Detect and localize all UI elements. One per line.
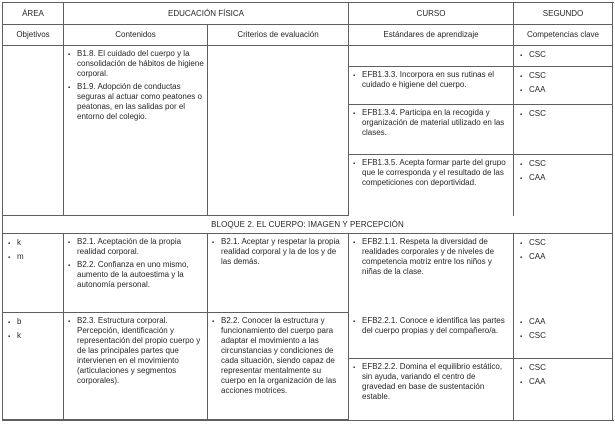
header-estandares: Estándares de aprendizaje xyxy=(349,25,514,46)
contenido-text: B2.1. Aceptación de la propia realidad corporal. xyxy=(77,237,182,256)
list-item xyxy=(520,238,610,249)
table-header-row-2 xyxy=(3,25,614,46)
estandares-stack xyxy=(349,313,613,420)
square-bullet-icon xyxy=(520,377,529,388)
estandar-text: EFB2.1.1. Respeta la diversidad de realidades corporales y de niveles de competencia motriz entre los niños y niñas de la clase. xyxy=(362,237,495,276)
estandar-subrow xyxy=(349,46,613,67)
square-bullet-icon xyxy=(520,363,529,374)
competencia-text: CSC xyxy=(529,159,546,168)
list-item xyxy=(68,49,204,79)
objetivos-cell xyxy=(3,234,64,313)
competencia-text: CSC xyxy=(529,238,546,247)
competencia-text: CSC xyxy=(529,71,546,80)
objetivo-text: m xyxy=(17,252,24,261)
square-bullet-icon xyxy=(520,252,529,263)
square-bullet-icon xyxy=(520,50,529,61)
list-item xyxy=(520,159,610,170)
objetivos-cell xyxy=(3,313,64,420)
competencia-text: CAA xyxy=(529,85,546,94)
estandar-subrow xyxy=(349,105,613,155)
competencias-cell xyxy=(514,67,613,105)
criterio-text: B2.1. Aceptar y respetar la propia realidad corporal y la de los y de las demás. xyxy=(221,237,340,266)
list-item xyxy=(520,377,610,388)
competencias-cell xyxy=(514,46,613,67)
estandar-cell xyxy=(349,155,514,216)
criterios-cell xyxy=(208,46,349,216)
list-item xyxy=(353,70,510,90)
list-item xyxy=(8,252,61,263)
objetivo-text: k xyxy=(17,238,21,247)
square-bullet-icon xyxy=(8,238,17,249)
square-bullet-icon xyxy=(68,316,77,386)
bloque2-banner-row xyxy=(3,216,614,234)
list-item xyxy=(353,108,510,138)
square-bullet-icon xyxy=(353,70,362,90)
section-bloque2-row1 xyxy=(3,234,614,313)
curriculum-table xyxy=(2,2,614,421)
competencia-text: CAA xyxy=(529,173,546,182)
competencia-text: CAA xyxy=(529,252,546,261)
competencias-cell xyxy=(514,155,613,216)
square-bullet-icon xyxy=(68,82,77,122)
list-item xyxy=(520,50,610,61)
header-contenidos: Contenidos xyxy=(64,25,208,46)
list-item xyxy=(520,71,610,82)
square-bullet-icon xyxy=(8,317,17,328)
list-item xyxy=(8,317,61,328)
objetivo-text: b xyxy=(17,317,22,326)
estandar-subrow xyxy=(349,67,613,105)
estandar-subrow xyxy=(349,234,613,313)
estandar-text: EFB1.3.5. Acepta formar parte del grupo que le corresponda y el resultado de las competiciones con deportividad. xyxy=(362,158,506,187)
contenidos-cell xyxy=(64,313,208,420)
square-bullet-icon xyxy=(68,237,77,257)
list-item xyxy=(8,238,61,249)
square-bullet-icon xyxy=(8,252,17,263)
competencia-text: CSC xyxy=(529,109,546,118)
header-curso: CURSO xyxy=(349,3,514,25)
bloque2-banner: BLOQUE 2. EL CUERPO: IMAGEN Y PERCEPCIÓN xyxy=(3,216,613,234)
estandar-cell xyxy=(349,359,514,420)
competencias-cell xyxy=(514,105,613,155)
square-bullet-icon xyxy=(212,316,221,396)
list-item xyxy=(353,237,510,277)
square-bullet-icon xyxy=(520,159,529,170)
competencia-text: CAA xyxy=(529,317,546,326)
square-bullet-icon xyxy=(68,260,77,290)
header-criterios: Criterios de evaluación xyxy=(208,25,349,46)
contenido-text: B1.9. Adopción de conductas seguras al actuar como peatones o peatonas, en las salidas por el entorno del colegio. xyxy=(77,82,202,121)
list-item xyxy=(520,109,610,120)
header-competencias: Competencias clave xyxy=(514,25,613,46)
competencia-text: CAA xyxy=(529,377,546,386)
estandar-cell xyxy=(349,234,514,313)
contenido-text: B2.2. Confianza en uno mismo, aumento de la autoestima y la autonomía personal. xyxy=(77,260,189,289)
competencias-cell xyxy=(514,234,613,313)
square-bullet-icon xyxy=(520,173,529,184)
section-bloque1 xyxy=(3,46,614,216)
competencia-text: CSC xyxy=(529,331,546,340)
contenidos-cell xyxy=(64,234,208,313)
list-item xyxy=(353,362,510,402)
square-bullet-icon xyxy=(520,71,529,82)
contenidos-cell xyxy=(64,46,208,216)
table-header-row-1 xyxy=(3,3,614,25)
estandar-subrow xyxy=(349,359,613,420)
list-item xyxy=(520,173,610,184)
competencias-cell xyxy=(514,313,613,359)
square-bullet-icon xyxy=(353,316,362,336)
header-segundo: SEGUNDO xyxy=(514,3,613,25)
estandar-subrow xyxy=(349,155,613,216)
list-item xyxy=(520,85,610,96)
estandares-stack xyxy=(349,46,613,216)
contenido-text: B2.3. Estructura corporal. Percepción, identificación y representación del propio cuerpo y de las principales partes que intervienen en el movimiento (articulaciones y segmentos corporales). xyxy=(77,316,201,385)
competencias-cell xyxy=(514,359,613,420)
square-bullet-icon xyxy=(520,238,529,249)
estandar-text: EFB2.2.2. Domina el equilibrio estático, sin ayuda, variando el centro de gravedad en base de sustentación estable. xyxy=(362,362,503,401)
square-bullet-icon xyxy=(353,158,362,188)
list-item xyxy=(520,363,610,374)
estandar-cell xyxy=(349,313,514,359)
header-area: ÁREA xyxy=(3,3,64,25)
header-objetivos: Objetivos xyxy=(3,25,64,46)
square-bullet-icon xyxy=(353,237,362,277)
square-bullet-icon xyxy=(68,49,77,79)
list-item xyxy=(212,237,345,267)
list-item xyxy=(353,158,510,188)
header-educacion-fisica: EDUCACIÓN FÍSICA xyxy=(64,3,349,25)
square-bullet-icon xyxy=(520,331,529,342)
objetivos-cell xyxy=(3,46,64,216)
square-bullet-icon xyxy=(212,237,221,267)
list-item xyxy=(520,252,610,263)
criterios-cell xyxy=(208,313,349,420)
competencia-text: CSC xyxy=(529,363,546,372)
estandar-text: EFB1.3.4. Participa en la recogida y organización de material utilizado en las clases. xyxy=(362,108,505,137)
list-item xyxy=(68,260,204,290)
square-bullet-icon xyxy=(8,331,17,342)
square-bullet-icon xyxy=(353,362,362,402)
square-bullet-icon xyxy=(353,108,362,138)
list-item xyxy=(353,316,510,336)
criterio-text: B2.2. Conocer la estructura y funcionamiento del cuerpo para adaptar el movimiento a las circunstancias y condiciones de cada situación, siendo capaz de representar mentalmente su cuerpo en la organización de las acciones motrices. xyxy=(221,316,337,395)
estandares-stack xyxy=(349,234,613,313)
estandar-text: EFB2.2.1. Conoce e identifica las partes del cuerpo propias y del compañero/a. xyxy=(362,316,505,335)
list-item xyxy=(68,237,204,257)
list-item xyxy=(212,316,345,396)
list-item xyxy=(8,331,61,342)
criterios-cell xyxy=(208,234,349,313)
estandar-cell xyxy=(349,105,514,155)
square-bullet-icon xyxy=(520,317,529,328)
list-item xyxy=(520,331,610,342)
contenido-text: B1.8. El cuidado del cuerpo y la consolidación de hábitos de higiene corporal. xyxy=(77,49,204,78)
square-bullet-icon xyxy=(520,109,529,120)
competencia-text: CSC xyxy=(529,50,546,59)
estandar-cell xyxy=(349,46,514,67)
estandar-cell xyxy=(349,67,514,105)
list-item xyxy=(520,317,610,328)
estandar-text: EFB1.3.3. Incorpora en sus rutinas el cuidado e higiene del cuerpo. xyxy=(362,70,495,89)
section-bloque2-row2 xyxy=(3,313,614,420)
objetivo-text: k xyxy=(17,331,21,340)
estandar-subrow xyxy=(349,313,613,359)
square-bullet-icon xyxy=(520,85,529,96)
list-item xyxy=(68,316,204,386)
list-item xyxy=(68,82,204,122)
